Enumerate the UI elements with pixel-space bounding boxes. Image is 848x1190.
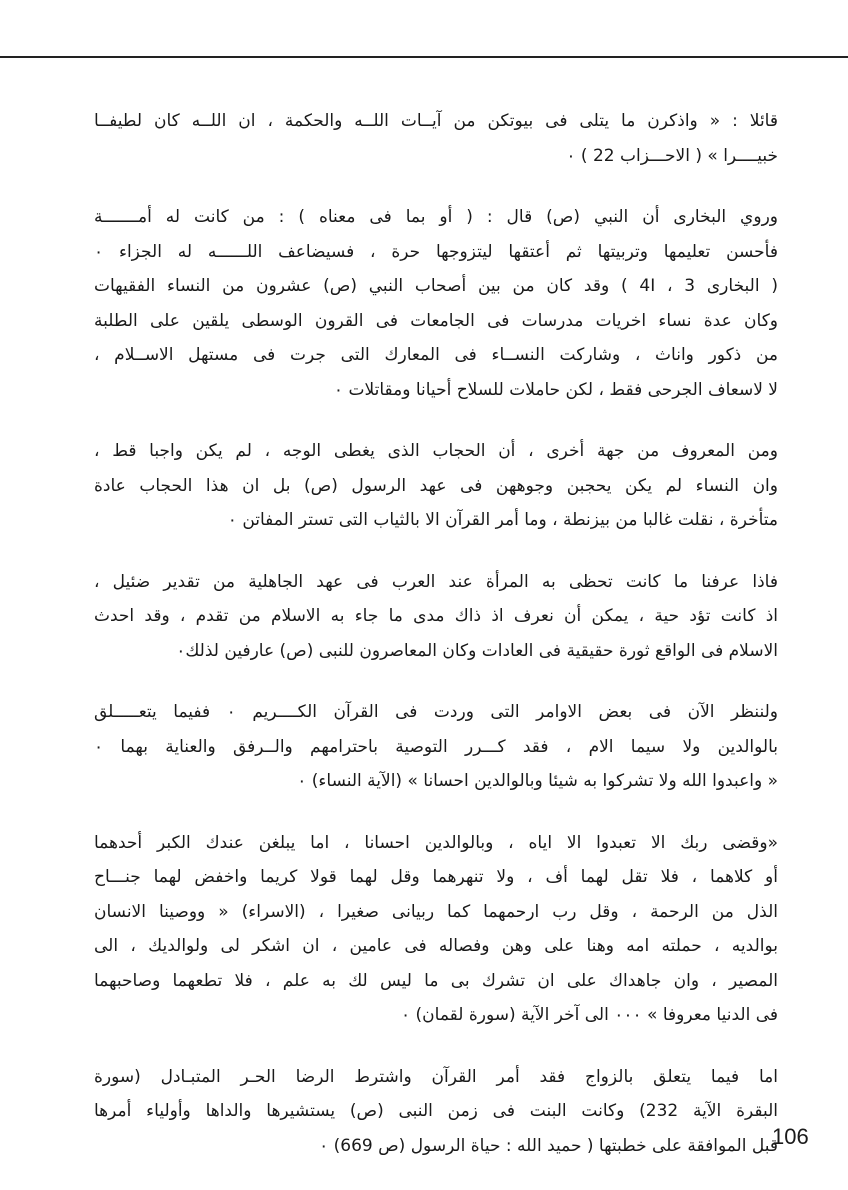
page-body bbox=[94, 104, 806, 1190]
text-line: فى الدنيا معروفا » ٠٠٠ الى آخر الآية (سورة لقمان) ٠ bbox=[401, 1005, 778, 1025]
text-line: اذ كانت تؤد حية ، يمكن أن نعرف اذ ذاك مدى ما جاء به الاسلام من تقدم ، وقد احدث bbox=[94, 606, 778, 626]
text-line: بوالديه ، حملته امه وهنا على وهن وفصاله فى عامين ، ان اشكر لى ولوالديك ، الى bbox=[94, 936, 778, 956]
paragraph-2 bbox=[94, 200, 806, 407]
text-line: فأحسن تعليمها وتربيتها ثم أعتقها ليتزوجها حرة ، فسيضاعف اللــــــه له الجزاء ٠ bbox=[94, 241, 778, 262]
text-line: أو كلاهما ، فلا تقل لهما أف ، ولا تنهرهما وقل لهما قولا كريما واخفض لهما جنـــاح bbox=[94, 867, 778, 887]
paragraph-3 bbox=[94, 434, 806, 538]
top-rule bbox=[0, 56, 848, 58]
text-line: وروي البخارى أن النبي (ص) قال : ( أو بما فى معناه ) : من كانت له أمـــــــة bbox=[94, 207, 778, 227]
paragraph-1 bbox=[94, 104, 806, 173]
text-line: فاذا عرفنا ما كانت تحظى به المرأة عند العرب فى عهد الجاهلية من تقدير ضئيل ، bbox=[94, 571, 778, 592]
text-line: قبل الموافقة على خطبتها ( حميد الله : حياة الرسول (ص 669) ٠ bbox=[319, 1135, 778, 1156]
paragraph-7 bbox=[94, 1060, 806, 1164]
text-line: بالوالدين ولا سيما الام ، فقد كـــرر التوصية باحترامهم والــرفق والعناية بهما ٠ bbox=[94, 736, 778, 757]
text-line: المصير ، وان جاهداك على ان تشرك بى ما ليس لك به علم ، فلا تطعهما وصاحبهما bbox=[94, 970, 778, 991]
text-line: ( البخارى 3 ، 4I ) وقد كان من بين أصحاب النبي (ص) عشرون من النساء الفقيهات bbox=[94, 276, 778, 296]
text-line: وان النساء لم يكن يحجبن وجوههن فى عهد الرسول (ص) بل ان هذا الحجاب عادة bbox=[94, 475, 778, 496]
text-line: متأخرة ، نقلت غالبا من بيزنطة ، وما أمر القرآن الا بالثياب التى تستر المفاتن ٠ bbox=[227, 510, 778, 530]
text-line: الذل من الرحمة ، وقل رب ارحمهما كما ربيانى صغيرا ، (الاسراء) « ووصينا الانسان bbox=[94, 901, 778, 922]
text-line: « واعبدوا الله ولا تشركوا به شيئا وبالوالدين احسانا » (الآية النساء) ٠ bbox=[297, 771, 778, 791]
text-line: «وقضى ربك الا تعبدوا الا اياه ، وبالوالدين احسانا ، اما يبلغن عندك الكبر أحدهما bbox=[94, 832, 778, 853]
text-line: خبيــــرا » ( الاحـــزاب 22 ) ٠ bbox=[566, 145, 778, 166]
text-line: ومن المعروف من جهة أخرى ، أن الحجاب الذى يغطى الوجه ، لم يكن واجبا قط ، bbox=[94, 441, 778, 461]
page-number: 106 bbox=[772, 1124, 809, 1149]
paragraph-5 bbox=[94, 695, 806, 799]
text-line: قائلا : « واذكرن ما يتلى فى بيوتكن من آيــات اللــه والحكمة ، ان اللــه كان لطيفــا bbox=[94, 111, 778, 131]
text-line: البقرة الآية 232) وكانت البنت فى زمن النبى (ص) يستشيرها والداها وأولياء أمرها bbox=[94, 1101, 778, 1121]
text-line: لا لاسعاف الجرحى فقط ، لكن حاملات للسلاح أحيانا ومقاتلات ٠ bbox=[333, 379, 778, 400]
paragraph-4 bbox=[94, 565, 806, 669]
text-line: ولننظر الآن فى بعض الاوامر التى وردت فى القرآن الكــــريم ٠ ففيما يتعـــــلق bbox=[94, 702, 778, 722]
paragraph-6 bbox=[94, 826, 806, 1033]
text-line: الاسلام فى الواقع ثورة حقيقية فى العادات وكان المعاصرون للنبى (ص) عارفين لذلك٠ bbox=[176, 640, 778, 661]
text-line: من ذكور واناث ، وشاركت النســاء فى المعارك التى جرت فى مستهل الاســلام ، bbox=[94, 345, 778, 365]
text-line: اما فيما يتعلق بالزواج فقد أمر القرآن واشترط الرضا الحـر المتبـادل (سورة bbox=[94, 1066, 778, 1087]
text-line: وكان عدة نساء اخريات مدرسات فى الجامعات فى القرون الوسطى يلقين على الطلبة bbox=[94, 310, 778, 331]
